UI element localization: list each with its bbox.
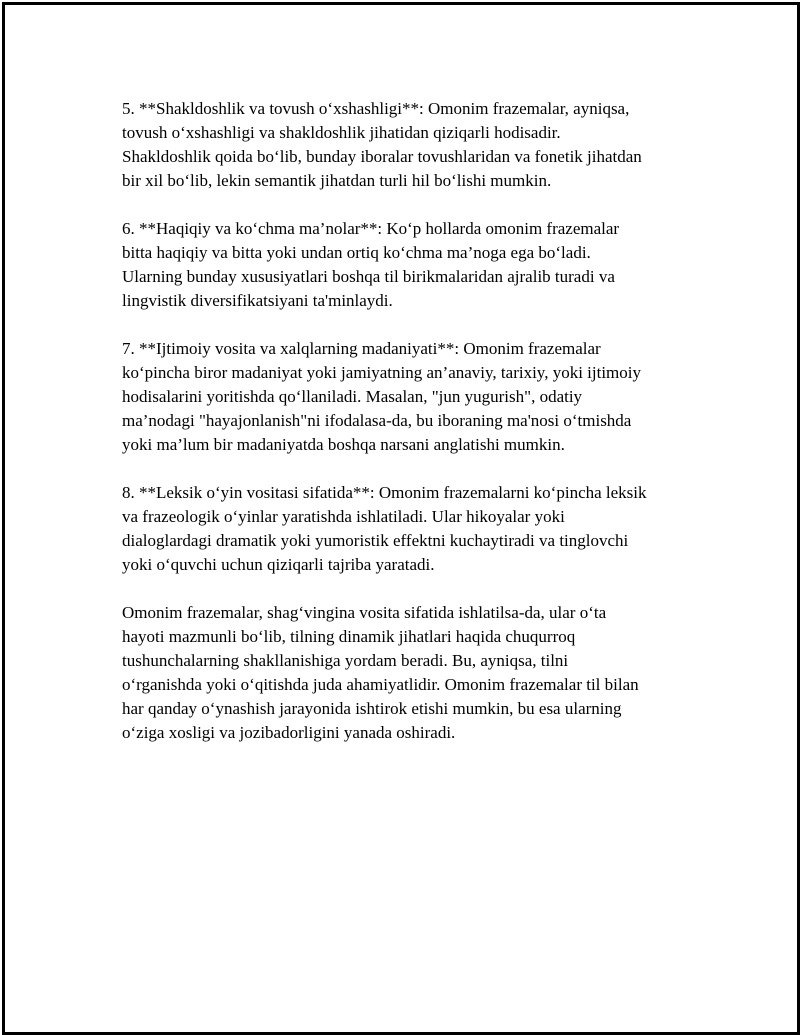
text-line: Shakldoshlik qoida bo‘lib, bunday iboralar tovushlaridan va fonetik jihatdan <box>122 147 642 166</box>
text-line: tovush o‘xshashligi va shakldoshlik jihatidan qiziqarli hodisadir. <box>122 123 561 142</box>
text-line: tushunchalarning shakllanishiga yordam beradi. Bu, ayniqsa, tilni <box>122 651 569 670</box>
text-line: ko‘pincha biror madaniyat yoki jamiyatning an’anaviy, tarixiy, yoki ijtimoiy <box>122 363 642 382</box>
paragraph-conclusion <box>122 601 702 745</box>
text-line: hodisalarini yoritishda qo‘llaniladi. Masalan, "jun yugurish", odatiy <box>122 387 583 406</box>
text-line: 8. **Leksik o‘yin vositasi sifatida**: Omonim frazemalarni ko‘pincha leksik <box>122 483 647 502</box>
text-line: 5. **Shakldoshlik va tovush o‘xshashligi**: Omonim frazemalar, ayniqsa, <box>122 99 630 118</box>
paragraph-8 <box>122 481 702 577</box>
text-line: va frazeologik o‘yinlar yaratishda ishlatiladi. Ular hikoyalar yoki <box>122 507 565 526</box>
text-line: lingvistik diversifikatsiyani ta'minlaydi. <box>122 291 393 310</box>
text-line: 7. **Ijtimoiy vosita va xalqlarning madaniyati**: Omonim frazemalar <box>122 339 601 358</box>
text-line: o‘ziga xosligi va jozibadorligini yanada oshiradi. <box>122 723 456 742</box>
page-frame <box>2 2 800 1035</box>
text-line: bir xil bo‘lib, lekin semantik jihatdan turli hil bo‘lishi mumkin. <box>122 171 552 190</box>
text-line: o‘rganishda yoki o‘qitishda juda ahamiyatlidir. Omonim frazemalar til bilan <box>122 675 639 694</box>
text-line: dialoglardagi dramatik yoki yumoristik effektni kuchaytiradi va tinglovchi <box>122 531 629 550</box>
text-line: ma’nodagi "hayajonlanish"ni ifodalasa-da, bu iboraning ma'nosi o‘tmishda <box>122 411 632 430</box>
document-body <box>122 97 702 769</box>
text-line: 6. **Haqiqiy va ko‘chma ma’nolar**: Ko‘p hollarda omonim frazemalar <box>122 219 620 238</box>
text-line: har qanday o‘ynashish jarayonida ishtirok etishi mumkin, bu esa ularning <box>122 699 622 718</box>
paragraph-6 <box>122 217 702 313</box>
paragraph-5 <box>122 97 702 193</box>
text-line: Ularning bunday xususiyatlari boshqa til birikmalaridan ajralib turadi va <box>122 267 615 286</box>
text-line: yoki o‘quvchi uchun qiziqarli tajriba yaratadi. <box>122 555 435 574</box>
text-line: bitta haqiqiy va bitta yoki undan ortiq ko‘chma ma’noga ega bo‘ladi. <box>122 243 591 262</box>
text-line: yoki ma’lum bir madaniyatda boshqa narsani anglatishi mumkin. <box>122 435 565 454</box>
text-line: hayoti mazmunli bo‘lib, tilning dinamik jihatlari haqida chuqurroq <box>122 627 576 646</box>
text-line: Omonim frazemalar, shag‘vingina vosita sifatida ishlatilsa-da, ular o‘ta <box>122 603 607 622</box>
paragraph-7 <box>122 337 702 457</box>
